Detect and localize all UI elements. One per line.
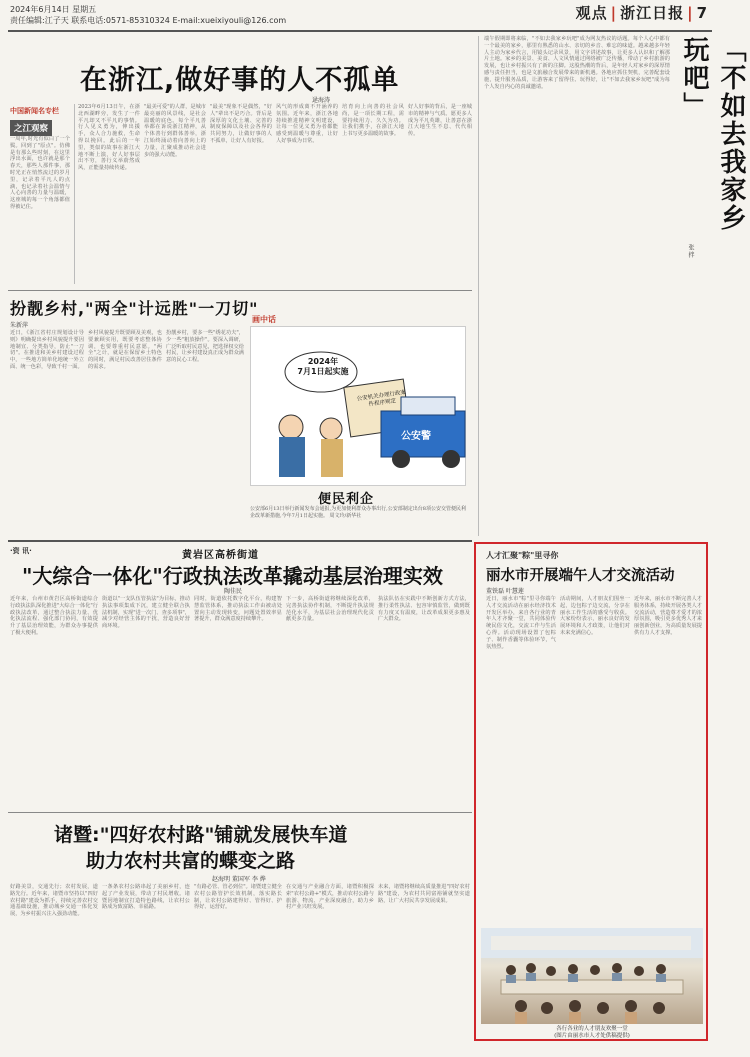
top-story-body-col4: "最美"现象不是偶然，"好人"辈出不是巧合。背后是深厚的文化土壤、完善的制度保障以及社会各界的共同努力，让做好事的人不孤单，让好人有好报。 [210,104,272,144]
story4-body-col2: 一条条农村公路串起了美丽乡村，连起了产业发展，带动了村民增收。诸暨因地制宜打造特色路线，让农村公路成为致富路、幸福路。 [102,884,190,911]
header-rule [8,30,712,32]
story4-headline-line2: 助力农村共富的蝶变之路 [86,850,296,872]
column-name: 之江观察 [10,120,52,136]
story2-headline: 扮靓乡村,"两全"计远胜"一刀切" [10,299,259,318]
page-number: 7 [696,4,708,22]
top-story-byline: 逯海涛 [312,97,331,104]
paper-name: 浙江日报 [620,4,685,22]
boxed-story-body-col1: 近日，丽水市"粽"里寻你端午人才交流活动在丽水经济技术开发区举办，来自各行业的青年人才齐聚一堂，共同体验传统民俗文化，交流工作与生活心得。活动现场设置了包粽子、制作香囊等体验环节，气氛热烈。 [486,596,556,650]
boxed-story-byline: 董铁磊 叶慧莲 [486,588,524,595]
story3-kicker-sub: 黄岩区高桥街道 [182,550,259,561]
side-column-body: 端午假期即将来临，"不如去我家乡玩吧"成为网友热议的话题。每个人心中都有一个最美的家乡，那里有熟悉的山水、亲切的乡音、难忘的味道。越来越多年轻人主动为家乡代言，用镜头记录风景，用文字讲述故事，让更多人认识和了解那片土地。家乡的美景、美食、人文风情通过网络被广泛传播，带动了乡村旅游的发展，也让乡村振兴有了新的注脚。这股热潮的背后，是年轻人对家乡的深厚情感与责任担当，也是文旅融合发展带来的新机遇。各地应抓住契机，完善配套设施，提升服务品质，让游客来了留得住、玩得好，让"不如去我家乡玩吧"成为每个人发自内心的真诚邀请。 [484,36,670,90]
boxed-story-kicker: 人才汇聚"粽"里寻你 [486,551,559,560]
top-story-body-col5: 风气的形成离不开涵养的氛围。近年来，浙江各地持续推进精神文明建设，让每一位见义勇为者都能感受到温暖与尊重，让好人好事成为日常。 [276,104,338,144]
story4-headline-line1: 诸暨:"四好农村路"铺就发展快车道 [54,824,348,846]
boxed-story-headline: 丽水市开展端午人才交流活动 [486,568,675,584]
event-photo-drawing [481,928,703,1024]
cartoon-document: 公安机关办理行政案件程序规定 [356,389,407,408]
editor-line: 责任编辑:江子天 联系电话:0571-85310324 E-mail:xueixiyouli@126.com [10,16,287,25]
story3-body-col2: 街道以"一支队伍管执法"为目标，推动执法事项集成下沉，建立健全联合执法机制，实现"进一次门、查多项事"，减少对经营主体的干扰，营造良好营商环境。 [102,596,190,630]
boxed-story-body-col2: 活动期间，人才朋友们围坐一起，边包粽子边交流，分享在丽水工作生活的感受与收获。大家纷纷表示，丽水良好的发展环境和人才政策，让他们对未来充满信心。 [560,596,630,636]
story3-byline: 陶佳民 [224,588,243,595]
side-column-author: 张 拌 [687,244,694,258]
story3-body-col4: 下一步，高桥街道将继续深化改革，完善执法协作机制，不断提升执法规范化水平，为基层社会治理现代化贡献更多力量。 [286,596,374,623]
story4-body-col4: 在交通与产业融合方面，诸暨积极探索"农村公路+"模式，推动农村公路与旅游、物流、产业深度融合，助力乡村产业兴旺发展。 [286,884,374,911]
boxed-story-body-col3: 近年来，丽水市不断完善人才服务体系，持续开展各类人才交流活动，营造尊才爱才的浓厚氛围，吸引更多优秀人才来丽创新创业，为高质量发展提供有力人才支撑。 [634,596,702,636]
masthead-brand: 观点 | 浙江日报 | 7 [575,4,708,22]
column-divider [74,104,75,284]
story3-body-col3: 同时，街道依托数字化平台，构建智慧监管体系，推动执法工作由被动处置向主动发现转变，问题处置效率显著提升，群众满意度持续攀升。 [194,596,282,623]
story2-body-col1: 近日，《浙江省村庄规划设计导则》明确提出乡村风貌提升要因地制宜、分类指导，防止"一刀切"。在推进和美乡村建设过程中，一些地方简单化地统一外立面、统一色彩，导致千村一面。 [10,330,84,370]
top-story-body-col1: 一周年,时光有似白了一个鬓。回到了"原点"。仿佛是有那么些时刻，在这里浮出水面，也许就是那个春天，那些人那件事，那时光正在悄然流过的岁月里，记录着平凡人的点滴，也记录着社会温情与人心向善的力量与温暖，这座城的每一个角落都值得被记住。 [10,136,70,210]
cartoon-caption: 公安部6月13日举行新闻发布会通报,为更加便利群众办事出行,公安部制定出台8项公安交管便民利企改革新措施,今年7月1日起实施。 周文玲/新华社 [250,506,466,519]
masthead-info [10,4,286,26]
cartoon-illustration [250,326,466,486]
story3-headline: "大综合一体化"行政执法改革撬动基层治理实效 [22,564,443,588]
story2-body-col3: 扮靓乡村，要多一些"绣花功夫"，少一些"粗放操作"。要深入调研，广泛听取村民意见，把选择权交给村民，让乡村建设真正成为群众满意的民心工程。 [166,330,244,364]
cartoon-tag: 画中话 [252,315,276,324]
event-photo [481,928,703,1024]
top-story-body-col2: 2023年6月13日午，在浙北西湖畔旁，发生了一件平凡却又不平凡的事情。行人见义勇为，伸出援手，众人合力施救，生命得以挽回。此后的一年里，类似的故事在浙江大地不断上演，好人好事层出不穷，善行义举蔚然成风，正能量持续传递。 [78,104,140,172]
top-story-body-col6: 培育向上向善的社会风尚，是一项长期工程，需要持续用力、久久为功。让我们携手，在浙江大地上书写更多温暖的故事。 [342,104,404,138]
side-column-title: 「不如去我家乡玩吧」 [679,36,746,232]
section-name: 观点 [575,4,608,22]
story4-body-col1: 好路美景，交通先行；农村发展，道路先行。近年来，诸暨市坚持以"四好农村路"建设为抓手，持续完善农村交通基础设施，推动城乡交通一体化发展，为乡村振兴注入强劲动能。 [10,884,98,918]
story2-byline: 朱新萍 [10,322,29,329]
section-rule-2 [8,540,472,542]
cartoon-car-text: 公安警 [401,431,431,442]
story3-body-col5: 执法队伍在实践中不断创新方式方法，推行柔性执法、包容审慎监管，做到既有力度又有温度，让改革成果更多惠及广大群众。 [378,596,470,623]
story4-byline: 赵海明 董国军 李 烨 [212,876,266,883]
cartoon-title: 便民利企 [318,492,375,507]
story3-kicker: ·资 讯· [10,547,32,555]
side-column-divider [478,36,479,536]
event-photo-caption: 各行各业的人才朋友欢聚一堂 (图片由丽水市人才处供稿提供) [554,1026,630,1039]
top-story-body-col3: "最美可爱"的人群，是城市最亮丽的风景线，是社会温暖的底色。每个平凡善举都在诉说浙江精神，从个体善行到群体善举，浙江始终涌动着向善向上的力量，汇聚成推动社会进步的强大动能。 [144,104,206,158]
story4-body-col3: "有路必管、管必到位"。诸暨建立健全农村公路管护长效机制，落实路长制，让农村公路建得好、管得好、护得好、运营好。 [194,884,282,911]
section-rule-3 [8,812,472,813]
story3-body-col1: 近年来，台州市黄岩区高桥街道综合行政执法队深化推进"大综合一体化"行政执法改革，通过整合执法力量、优化执法流程、强化部门协同，有效提升了基层治理效能，为群众办事提供了极大便利。 [10,596,98,636]
top-story-headline: 在浙江,做好事的人不孤单 [80,65,400,96]
date-line: 2024年6月14日 星期五 [10,5,97,14]
top-story-body-col7: 好人好事的背后，是一座城市的精神与气质。愿更多人成为平凡英雄，让善意在浙江大地生生不息、代代相传。 [408,104,472,138]
story2-body-col2: 乡村风貌提升既要顾及美观，也要兼顾实用，既要考虑整体协调，也要尊重村民意愿。"两全"之计，就是在保留乡土特色的同时，满足村民改善居住条件的需求。 [88,330,162,370]
column-tag-box [10,106,68,136]
column-tag: 中国新闻名专栏 [10,107,59,115]
cartoon-date-sign: 2024年 7月1日起实施 [297,357,349,376]
story4-body-col5: 未来，诸暨将继续高质量推进"四好农村路"建设，为农村共同富裕铺就坚实道路，让广大村民共享发展成果。 [378,884,470,904]
section-rule-1 [8,290,472,291]
